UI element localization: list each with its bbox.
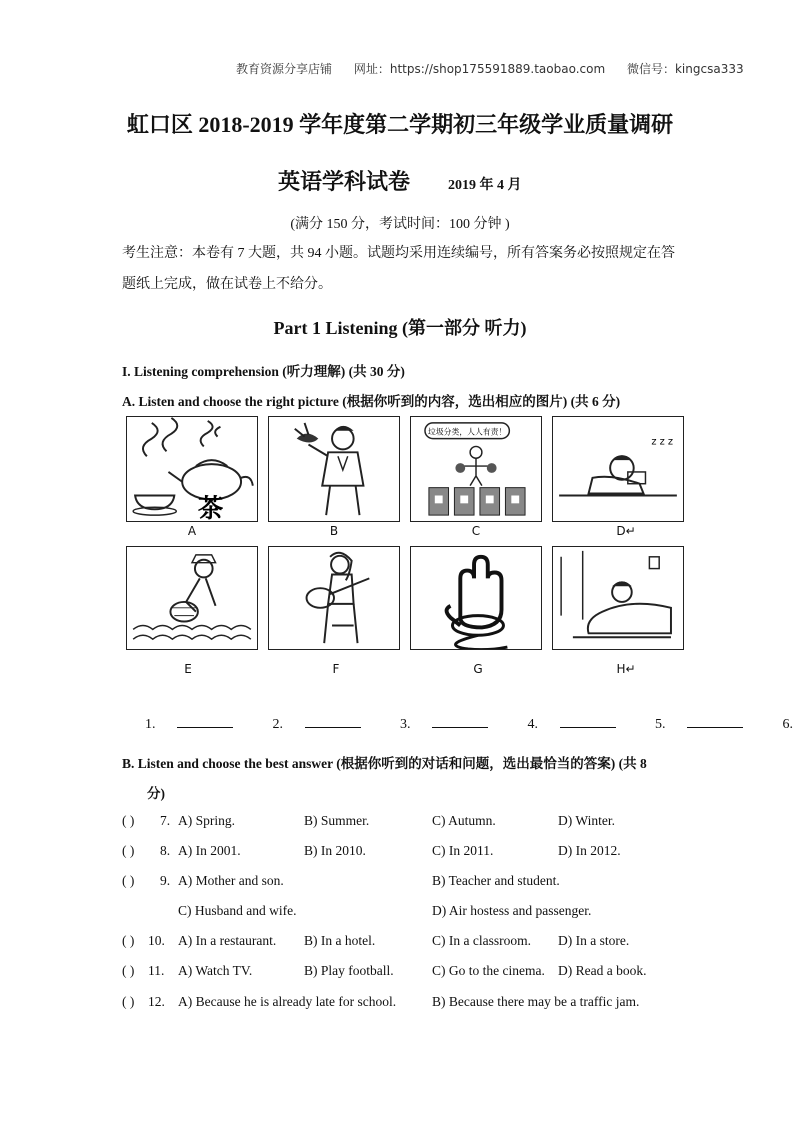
option-c: C) Autumn. — [432, 813, 496, 828]
picture-label-a: A — [187, 524, 197, 538]
picture-h — [552, 546, 684, 650]
question-number: 9. — [160, 873, 171, 888]
section-a-heading: A. Listen and choose the right picture (根据你听到的内容，选出相应的图片) (共 6 分) — [122, 394, 621, 409]
answer-blanks — [145, 715, 800, 733]
svg-text:z z z: z z z — [651, 436, 674, 448]
option-b: B) Teacher and student. — [432, 873, 560, 888]
option-d: D) Winter. — [558, 813, 615, 828]
page-header — [236, 60, 762, 77]
subject-title: 英语学科试卷 — [278, 169, 411, 194]
tea-illustration — [127, 417, 257, 521]
question-number: 11. — [148, 963, 165, 978]
answer-paren[interactable]: ( ) — [122, 933, 135, 948]
garbage-sorting-illustration — [411, 417, 541, 521]
option-c: C) In a classroom. — [432, 933, 531, 948]
garbage-banner-text: 垃圾分类，人人有责！ — [428, 427, 507, 437]
exam-date: 2019 年 4 月 — [448, 178, 522, 193]
picture-f — [268, 546, 400, 650]
blank-item[interactable]: 1. — [145, 717, 251, 732]
section-b-heading: B. Listen and choose the best answer (根据你听到的对话和问题，选出最恰当的答案) (共 8 — [122, 756, 647, 771]
section-b-heading-cont: 分) — [147, 786, 165, 801]
part1-heading: Part 1 Listening (第一部分 听力) — [273, 318, 527, 338]
shop-url: 网址：https://shop175591889.taobao.com — [353, 62, 606, 76]
question-number: 10. — [148, 933, 165, 948]
answer-paren[interactable]: ( ) — [122, 843, 135, 858]
question-number: 8. — [160, 843, 171, 858]
guitar-player-illustration — [269, 547, 399, 649]
answer-paren[interactable]: ( ) — [122, 873, 135, 888]
answer-paren[interactable]: ( ) — [122, 963, 135, 978]
picture-label-b: B — [329, 524, 339, 538]
picture-g — [410, 546, 542, 650]
picture-label-h: H↵ — [616, 662, 636, 676]
picture-d — [552, 416, 684, 522]
section-i-heading: I. Listening comprehension (听力理解) (共 30 分) — [122, 364, 405, 379]
question-number: 7. — [160, 813, 171, 828]
exam-meta: (满分 150 分，考试时间：100 分钟 ) — [290, 217, 510, 232]
picture-label-f: F — [332, 662, 340, 676]
option-c: C) Husband and wife. — [178, 903, 297, 918]
option-c: C) Go to the cinema. — [432, 963, 545, 978]
waking-in-bed-illustration — [553, 547, 683, 649]
blank-item[interactable]: 3. — [400, 717, 506, 732]
option-d: D) In a store. — [558, 933, 630, 948]
option-d: D) In 2012. — [558, 843, 621, 858]
sleeping-at-desk-illustration — [553, 417, 683, 521]
option-d: D) Read a book. — [558, 963, 647, 978]
picture-label-g: G — [473, 662, 483, 676]
exam-title: 虹口区 2018-2019 学年度第二学期初三年级学业质量调研 — [126, 112, 674, 137]
wechat-id: 微信号：kingcsa333 — [626, 62, 744, 76]
shop-name: 教育资源分享店铺 — [236, 62, 333, 76]
option-a: A) In 2001. — [178, 843, 241, 858]
hand-on-mouse-illustration — [411, 547, 541, 649]
picture-a — [126, 416, 258, 522]
man-with-bird-illustration — [269, 417, 399, 521]
option-a: A) Because he is already late for school. — [178, 994, 397, 1009]
picture-label-d: D↵ — [616, 524, 636, 538]
option-b: B) Play football. — [304, 963, 394, 978]
option-c: C) In 2011. — [432, 843, 494, 858]
blank-item[interactable]: 2. — [273, 717, 379, 732]
option-b: B) In a hotel. — [304, 933, 376, 948]
exam-notice: 考生注意：本卷有 7 大题，共 94 小题。试题均采用连续编号，所有答案务必按照规定在答题纸上完成，做在试卷上不给分。 — [122, 246, 675, 292]
option-a: A) Watch TV. — [178, 963, 253, 978]
option-b: B) Summer. — [304, 813, 370, 828]
picking-tea-illustration — [127, 547, 257, 649]
tea-char: 茶 — [197, 494, 224, 521]
answer-paren[interactable]: ( ) — [122, 994, 135, 1009]
blank-item[interactable]: 6. — [782, 717, 793, 732]
picture-c — [410, 416, 542, 522]
blank-item[interactable]: 4. — [528, 717, 634, 732]
exam-subtitle — [278, 165, 522, 196]
option-a: A) In a restaurant. — [178, 933, 277, 948]
option-d: D) Air hostess and passenger. — [432, 903, 592, 918]
picture-e — [126, 546, 258, 650]
picture-b — [268, 416, 400, 522]
answer-paren[interactable]: ( ) — [122, 813, 135, 828]
option-a: A) Spring. — [178, 813, 235, 828]
option-b: B) Because there may be a traffic jam. — [432, 994, 640, 1009]
option-b: B) In 2010. — [304, 843, 366, 858]
picture-label-c: C — [471, 524, 481, 538]
question-number: 12. — [148, 994, 165, 1009]
picture-label-e: E — [184, 662, 192, 676]
blank-item[interactable]: 5. — [655, 717, 761, 732]
option-a: A) Mother and son. — [178, 873, 284, 888]
